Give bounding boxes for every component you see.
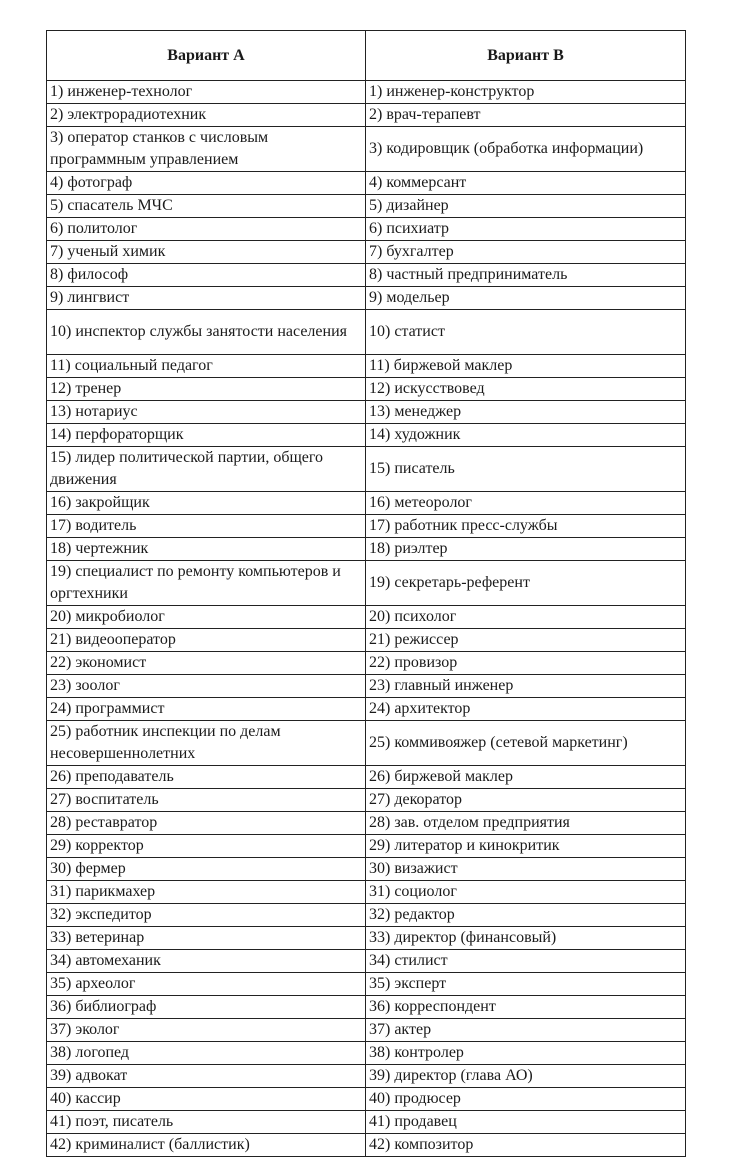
table-row — [47, 287, 686, 310]
table-row — [47, 675, 686, 698]
variant-b-cell: 7) бухгалтер — [366, 241, 686, 264]
variant-b-cell: 24) архитектор — [366, 698, 686, 721]
variant-b-cell: 16) метеоролог — [366, 492, 686, 515]
table-row — [47, 996, 686, 1019]
table-row — [47, 1042, 686, 1065]
variant-a-cell: 11) социальный педагог — [47, 355, 366, 378]
variant-a-cell: 8) философ — [47, 264, 366, 287]
variant-a-cell: 36) библиограф — [47, 996, 366, 1019]
variant-b-cell: 41) продавец — [366, 1111, 686, 1134]
table-row — [47, 973, 686, 996]
variant-b-cell: 32) редактор — [366, 904, 686, 927]
variant-a-cell: 5) спасатель МЧС — [47, 195, 366, 218]
variant-b-cell: 18) риэлтер — [366, 538, 686, 561]
table-row — [47, 766, 686, 789]
variant-a-cell: 20) микробиолог — [47, 606, 366, 629]
table-row — [47, 721, 686, 766]
variant-b-cell: 27) декоратор — [366, 789, 686, 812]
variant-a-cell: 2) электрорадиотехник — [47, 104, 366, 127]
variant-b-cell: 6) психиатр — [366, 218, 686, 241]
variant-a-cell: 40) кассир — [47, 1088, 366, 1111]
variant-a-cell: 10) инспектор службы занятости населения — [47, 310, 366, 355]
table-row — [47, 172, 686, 195]
variant-a-cell: 15) лидер политической партии, общего движения — [47, 447, 366, 492]
variant-a-cell: 42) криминалист (баллистик) — [47, 1134, 366, 1157]
table-row — [47, 538, 686, 561]
table-row — [47, 104, 686, 127]
variant-a-cell: 28) реставратор — [47, 812, 366, 835]
variant-b-cell: 29) литератор и кинокритик — [366, 835, 686, 858]
variant-b-cell: 36) корреспондент — [366, 996, 686, 1019]
table-row — [47, 1065, 686, 1088]
variant-b-cell: 31) социолог — [366, 881, 686, 904]
variant-a-cell: 37) эколог — [47, 1019, 366, 1042]
table-row — [47, 310, 686, 355]
table-row — [47, 789, 686, 812]
table-row — [47, 264, 686, 287]
variant-a-cell: 35) археолог — [47, 973, 366, 996]
table-row — [47, 950, 686, 973]
variant-a-cell: 22) экономист — [47, 652, 366, 675]
table-row — [47, 241, 686, 264]
variant-a-cell: 34) автомеханик — [47, 950, 366, 973]
table-row — [47, 218, 686, 241]
variant-a-cell: 1) инженер-технолог — [47, 81, 366, 104]
table-row — [47, 927, 686, 950]
variant-a-cell: 26) преподаватель — [47, 766, 366, 789]
variant-a-cell: 31) парикмахер — [47, 881, 366, 904]
variant-b-cell: 39) директор (глава АО) — [366, 1065, 686, 1088]
table-row — [47, 1134, 686, 1157]
variant-a-cell: 6) политолог — [47, 218, 366, 241]
table-row — [47, 81, 686, 104]
variant-b-cell: 12) искусствовед — [366, 378, 686, 401]
table-row — [47, 195, 686, 218]
variant-a-cell: 32) экспедитор — [47, 904, 366, 927]
table-row — [47, 127, 686, 172]
table-row — [47, 835, 686, 858]
variant-a-cell: 25) работник инспекции по делам несовершеннолетних — [47, 721, 366, 766]
table-header-row — [47, 31, 686, 81]
table-row — [47, 698, 686, 721]
table-row — [47, 515, 686, 538]
variant-a-cell: 19) специалист по ремонту компьютеров и оргтехники — [47, 561, 366, 606]
variant-a-cell: 33) ветеринар — [47, 927, 366, 950]
variant-a-cell: 30) фермер — [47, 858, 366, 881]
table-row — [47, 378, 686, 401]
variant-a-cell: 29) корректор — [47, 835, 366, 858]
variant-b-cell: 8) частный предприниматель — [366, 264, 686, 287]
table-row — [47, 424, 686, 447]
table-row — [47, 812, 686, 835]
variant-a-cell: 4) фотограф — [47, 172, 366, 195]
variant-a-cell: 18) чертежник — [47, 538, 366, 561]
table-row — [47, 606, 686, 629]
variant-b-cell: 40) продюсер — [366, 1088, 686, 1111]
variant-b-cell: 34) стилист — [366, 950, 686, 973]
table-row — [47, 881, 686, 904]
variant-a-cell: 21) видеооператор — [47, 629, 366, 652]
variant-a-cell: 17) водитель — [47, 515, 366, 538]
profession-table — [46, 30, 686, 1157]
variant-b-cell: 15) писатель — [366, 447, 686, 492]
table-row — [47, 401, 686, 424]
variant-a-cell: 13) нотариус — [47, 401, 366, 424]
variant-a-cell: 14) перфораторщик — [47, 424, 366, 447]
variant-a-cell: 38) логопед — [47, 1042, 366, 1065]
variant-b-cell: 28) зав. отделом предприятия — [366, 812, 686, 835]
variant-b-cell: 3) кодировщик (обработка информации) — [366, 127, 686, 172]
variant-b-cell: 9) модельер — [366, 287, 686, 310]
variant-a-cell: 9) лингвист — [47, 287, 366, 310]
variant-a-cell: 23) зоолог — [47, 675, 366, 698]
variant-b-cell: 20) психолог — [366, 606, 686, 629]
variant-a-cell: 16) закройщик — [47, 492, 366, 515]
variant-b-cell: 30) визажист — [366, 858, 686, 881]
variant-a-cell: 7) ученый химик — [47, 241, 366, 264]
table-row — [47, 447, 686, 492]
table-row — [47, 1019, 686, 1042]
table-row — [47, 904, 686, 927]
variant-b-cell: 14) художник — [366, 424, 686, 447]
table-row — [47, 561, 686, 606]
variant-b-cell: 5) дизайнер — [366, 195, 686, 218]
variant-b-cell: 10) статист — [366, 310, 686, 355]
variant-b-cell: 33) директор (финансовый) — [366, 927, 686, 950]
table-row — [47, 1088, 686, 1111]
variant-a-cell: 24) программист — [47, 698, 366, 721]
table-row — [47, 1111, 686, 1134]
table-body — [47, 81, 686, 1157]
variant-b-cell: 11) биржевой маклер — [366, 355, 686, 378]
table-row — [47, 629, 686, 652]
variant-b-cell: 42) композитор — [366, 1134, 686, 1157]
variant-b-cell: 25) коммивояжер (сетевой маркетинг) — [366, 721, 686, 766]
variant-a-cell: 12) тренер — [47, 378, 366, 401]
table-row — [47, 492, 686, 515]
variant-b-cell: 26) биржевой маклер — [366, 766, 686, 789]
variant-b-cell: 2) врач-терапевт — [366, 104, 686, 127]
variant-b-cell: 23) главный инженер — [366, 675, 686, 698]
variant-b-cell: 38) контролер — [366, 1042, 686, 1065]
variant-b-cell: 13) менеджер — [366, 401, 686, 424]
column-header-variant-a: Вариант А — [47, 31, 366, 81]
variant-a-cell: 3) оператор станков с числовым программным управлением — [47, 127, 366, 172]
table-row — [47, 858, 686, 881]
variant-b-cell: 17) работник пресс-службы — [366, 515, 686, 538]
variant-b-cell: 4) коммерсант — [366, 172, 686, 195]
table-row — [47, 652, 686, 675]
variant-b-cell: 35) эксперт — [366, 973, 686, 996]
variant-a-cell: 41) поэт, писатель — [47, 1111, 366, 1134]
variant-b-cell: 22) провизор — [366, 652, 686, 675]
variant-a-cell: 27) воспитатель — [47, 789, 366, 812]
variant-b-cell: 1) инженер-конструктор — [366, 81, 686, 104]
variant-b-cell: 19) секретарь-референт — [366, 561, 686, 606]
variant-b-cell: 37) актер — [366, 1019, 686, 1042]
variant-a-cell: 39) адвокат — [47, 1065, 366, 1088]
table-row — [47, 355, 686, 378]
variant-b-cell: 21) режиссер — [366, 629, 686, 652]
profession-table-container — [46, 30, 685, 1157]
column-header-variant-b: Вариант В — [366, 31, 686, 81]
